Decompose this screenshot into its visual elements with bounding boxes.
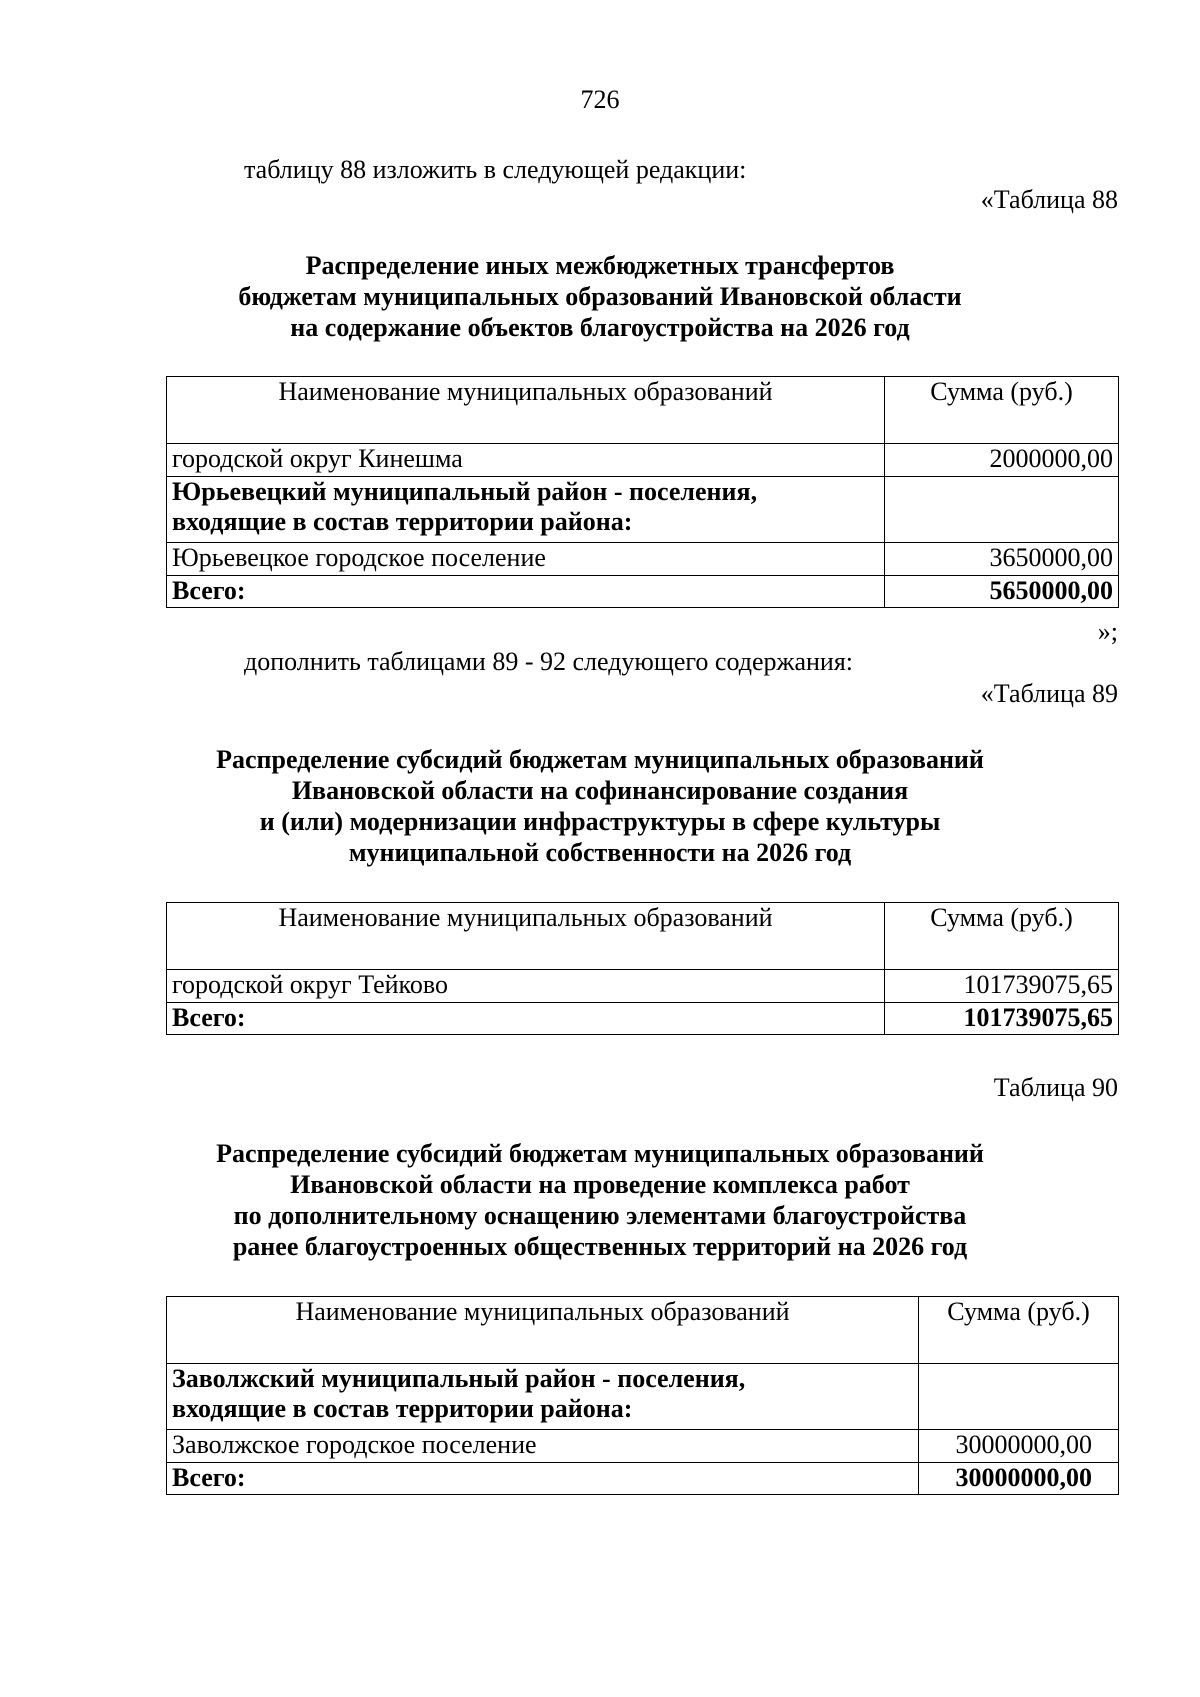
cell-sum: 101739075,65 (885, 970, 1119, 1003)
cell-sum: 101739075,65 (885, 1003, 1119, 1035)
table-row (167, 444, 1119, 477)
cell-name (167, 1364, 919, 1430)
column-header-sum: Сумма (руб.) (885, 903, 1119, 970)
cell-name-line: Юрьевецкий муниципальный район - поселения, (172, 477, 758, 506)
table-row (167, 543, 1119, 576)
column-header-name: Наименование муниципальных образований (167, 377, 885, 444)
intro-table-89: дополнить таблицами 89 - 92 следующего содержания: (244, 647, 854, 676)
total-row (167, 1003, 1119, 1035)
column-header-name: Наименование муниципальных образований (167, 903, 885, 970)
table-89-label: «Таблица 89 (980, 679, 1118, 708)
title-line: на содержание объектов благоустройства на 2026 год (290, 313, 910, 342)
title-line: Ивановской области на софинансирование создания (291, 776, 909, 805)
cell-name: Заволжское городское поселение (167, 1430, 919, 1463)
table-header-row (167, 377, 1119, 444)
column-header-name: Наименование муниципальных образований (167, 1297, 919, 1364)
cell-name-line: входящие в состав территории района: (172, 1394, 633, 1423)
table-90-label: Таблица 90 (993, 1073, 1118, 1102)
total-row (167, 1463, 1119, 1495)
cell-sum (919, 1364, 1119, 1430)
table-88-closing: »; (1097, 617, 1118, 646)
table-89-title (150, 744, 1050, 868)
column-header-sum: Сумма (руб.) (919, 1297, 1119, 1364)
table-88 (166, 376, 1119, 608)
title-line: бюджетам муниципальных образований Ивановской области (238, 282, 962, 311)
table-88-label: «Таблица 88 (980, 185, 1118, 214)
title-line: Ивановской области на проведение комплекса работ (290, 1170, 910, 1199)
column-header-sum: Сумма (руб.) (885, 377, 1119, 444)
cell-name-line: Заволжский муниципальный район - поселения, (172, 1364, 746, 1393)
cell-name-line: входящие в состав территории района: (172, 507, 633, 536)
cell-name: Всего: (167, 1003, 885, 1035)
table-header-row (167, 1297, 1119, 1364)
cell-sum: 30000000,00 (919, 1463, 1119, 1495)
page-number: 726 (580, 85, 620, 114)
table-88-title (150, 250, 1050, 343)
cell-name: Всего: (167, 576, 885, 608)
title-line: Распределение субсидий бюджетам муниципальных образований (216, 745, 984, 774)
title-line: по дополнительному оснащению элементами благоустройства (233, 1201, 967, 1230)
cell-name: Всего: (167, 1463, 919, 1495)
table-90 (166, 1296, 1119, 1495)
table-row (167, 1430, 1119, 1463)
table-header-row (167, 903, 1119, 970)
cell-sum: 30000000,00 (919, 1430, 1119, 1463)
title-line: ранее благоустроенных общественных территорий на 2026 год (232, 1232, 968, 1261)
cell-sum: 3650000,00 (885, 543, 1119, 576)
title-line: Распределение иных межбюджетных трансфертов (305, 251, 895, 280)
table-row (167, 1364, 1119, 1430)
table-89 (166, 902, 1119, 1035)
cell-sum (885, 477, 1119, 543)
table-90-title (150, 1138, 1050, 1262)
table-row (167, 477, 1119, 543)
cell-name: городской округ Кинешма (167, 444, 885, 477)
cell-name (167, 477, 885, 543)
cell-sum: 2000000,00 (885, 444, 1119, 477)
title-line: муниципальной собственности на 2026 год (348, 838, 852, 867)
title-line: Распределение субсидий бюджетам муниципальных образований (216, 1139, 984, 1168)
table-row (167, 970, 1119, 1003)
cell-name: городской округ Тейково (167, 970, 885, 1003)
cell-name: Юрьевецкое городское поселение (167, 543, 885, 576)
cell-sum: 5650000,00 (885, 576, 1119, 608)
title-line: и (или) модернизации инфраструктуры в сфере культуры (259, 807, 941, 836)
total-row (167, 576, 1119, 608)
intro-table-88: таблицу 88 изложить в следующей редакции: (244, 155, 747, 184)
